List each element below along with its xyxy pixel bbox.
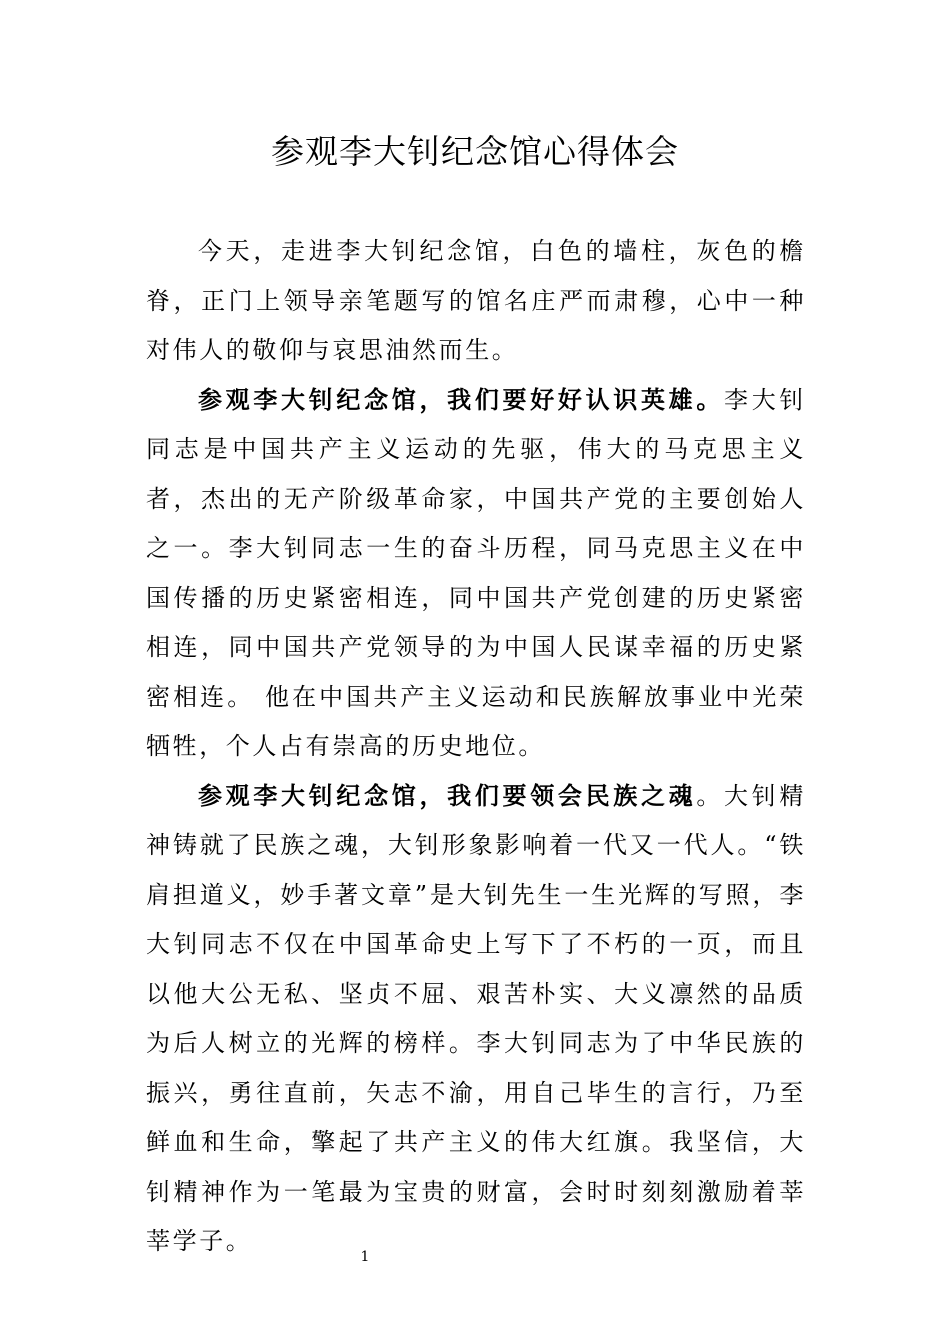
- paragraph-text: 李大钊同志是中国共产主义运动的先驱，伟大的马克思主义者，杰出的无产阶级革命家，中国共产党的主要创始人之一。李大钊同志一生的奋斗历程，同马克思主义在中国传播的历史紧密相连，同中国共产党创建的历史紧密相连，同中国共产党领导的为中国人民谋幸福的历史紧密相连。 他在中国共产主义运动和民族解放事业中光荣牺牲，个人占有崇高的历史地位。: [146, 385, 806, 760]
- paragraph-text: 今天，走进李大钊纪念馆，白色的墙柱，灰色的檐脊，正门上领导亲笔题写的馆名庄严而肃穆，心中一种对伟人的敬仰与哀思油然而生。: [146, 237, 806, 364]
- document-title: 参观李大钊纪念馆心得体会: [271, 132, 679, 171]
- paragraph-lead: 参观李大钊纪念馆，我们要领会民族之魂: [198, 781, 697, 810]
- paragraph-text: 。大钊精神铸就了民族之魂，大钊形象影响着一代又一代人。“铁肩担道义，妙手著文章”是大钊先生一生光辉的写照，李大钊同志不仅在中国革命史上写下了不朽的一页，而且以他大公无私、坚贞不屈、艰苦朴实、大义凛然的品质为后人树立的光辉的榜样。李大钊同志为了中华民族的振兴，勇往直前，矢志不渝，用自己毕生的言行，乃至鲜血和生命，擎起了共产主义的伟大红旗。我坚信，大钊精神作为一笔最为宝贵的财富，会时时刻刻激励着莘莘学子。: [146, 781, 806, 1255]
- paragraph-intro: [146, 227, 806, 376]
- paragraph-know-hero: [146, 376, 806, 772]
- paragraph-lead: 参观李大钊纪念馆，我们要好好认识英雄。: [198, 385, 725, 414]
- paragraph-national-soul: [146, 772, 806, 1267]
- document-body: [146, 227, 806, 1267]
- page-number: 1: [360, 1249, 370, 1265]
